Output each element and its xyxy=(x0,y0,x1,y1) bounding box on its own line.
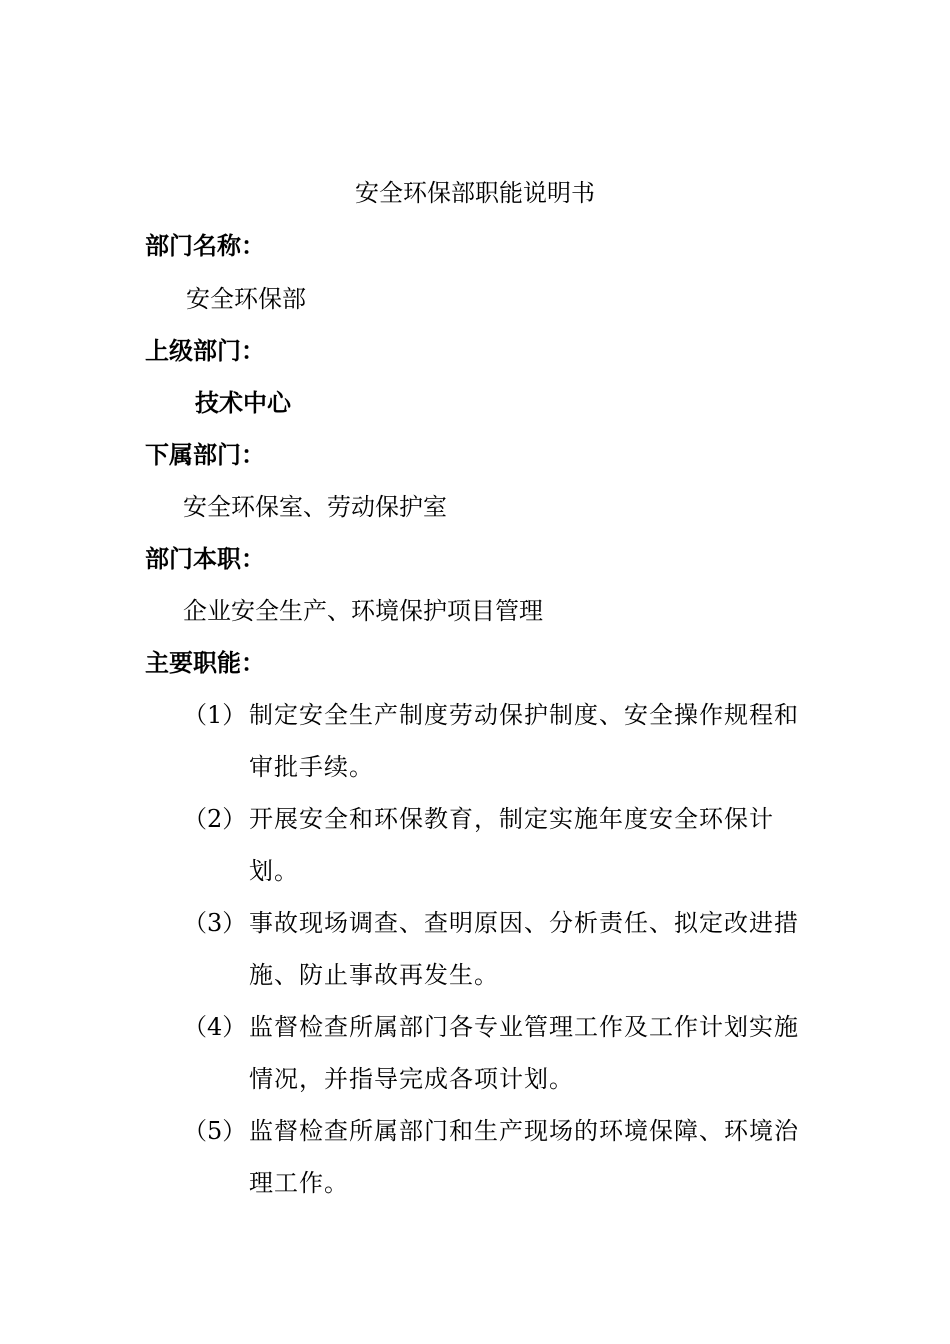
sub-depts-label: 下属部门： xyxy=(145,441,265,469)
function-item-number: （5） xyxy=(183,1117,247,1145)
sub-depts-value: 安全环保室、劳动保护室 xyxy=(183,493,447,521)
function-item-number: （3） xyxy=(183,909,247,937)
parent-dept-value: 技术中心 xyxy=(195,389,291,417)
main-functions-label: 主要职能： xyxy=(145,649,265,677)
function-item-3 xyxy=(183,908,823,1001)
dept-duty-label: 部门本职： xyxy=(145,545,265,573)
document-title: 安全环保部职能说明书 xyxy=(355,179,595,207)
function-item-number: （2） xyxy=(183,805,247,833)
function-item-number: （1） xyxy=(183,701,247,729)
function-item-text: 事故现场调查、查明原因、分析责任、拟定改进措施、防止事故再发生。 xyxy=(249,909,799,989)
function-item-text: 监督检查所属部门和生产现场的环境保障、环境治理工作。 xyxy=(249,1117,799,1197)
function-item-5 xyxy=(183,1116,823,1209)
dept-name-label: 部门名称： xyxy=(145,232,265,260)
dept-name-value: 安全环保部 xyxy=(186,285,306,313)
dept-duty-value: 企业安全生产、环境保护项目管理 xyxy=(183,597,543,625)
function-item-text: 制定安全生产制度劳动保护制度、安全操作规程和审批手续。 xyxy=(249,701,799,781)
function-item-2 xyxy=(183,804,823,897)
function-item-4 xyxy=(183,1012,823,1105)
function-item-text: 开展安全和环保教育，制定实施年度安全环保计划。 xyxy=(249,805,774,885)
function-item-1 xyxy=(183,700,823,793)
parent-dept-label: 上级部门： xyxy=(145,337,265,365)
function-item-text: 监督检查所属部门各专业管理工作及工作计划实施情况，并指导完成各项计划。 xyxy=(249,1013,799,1093)
function-item-number: （4） xyxy=(183,1013,247,1041)
